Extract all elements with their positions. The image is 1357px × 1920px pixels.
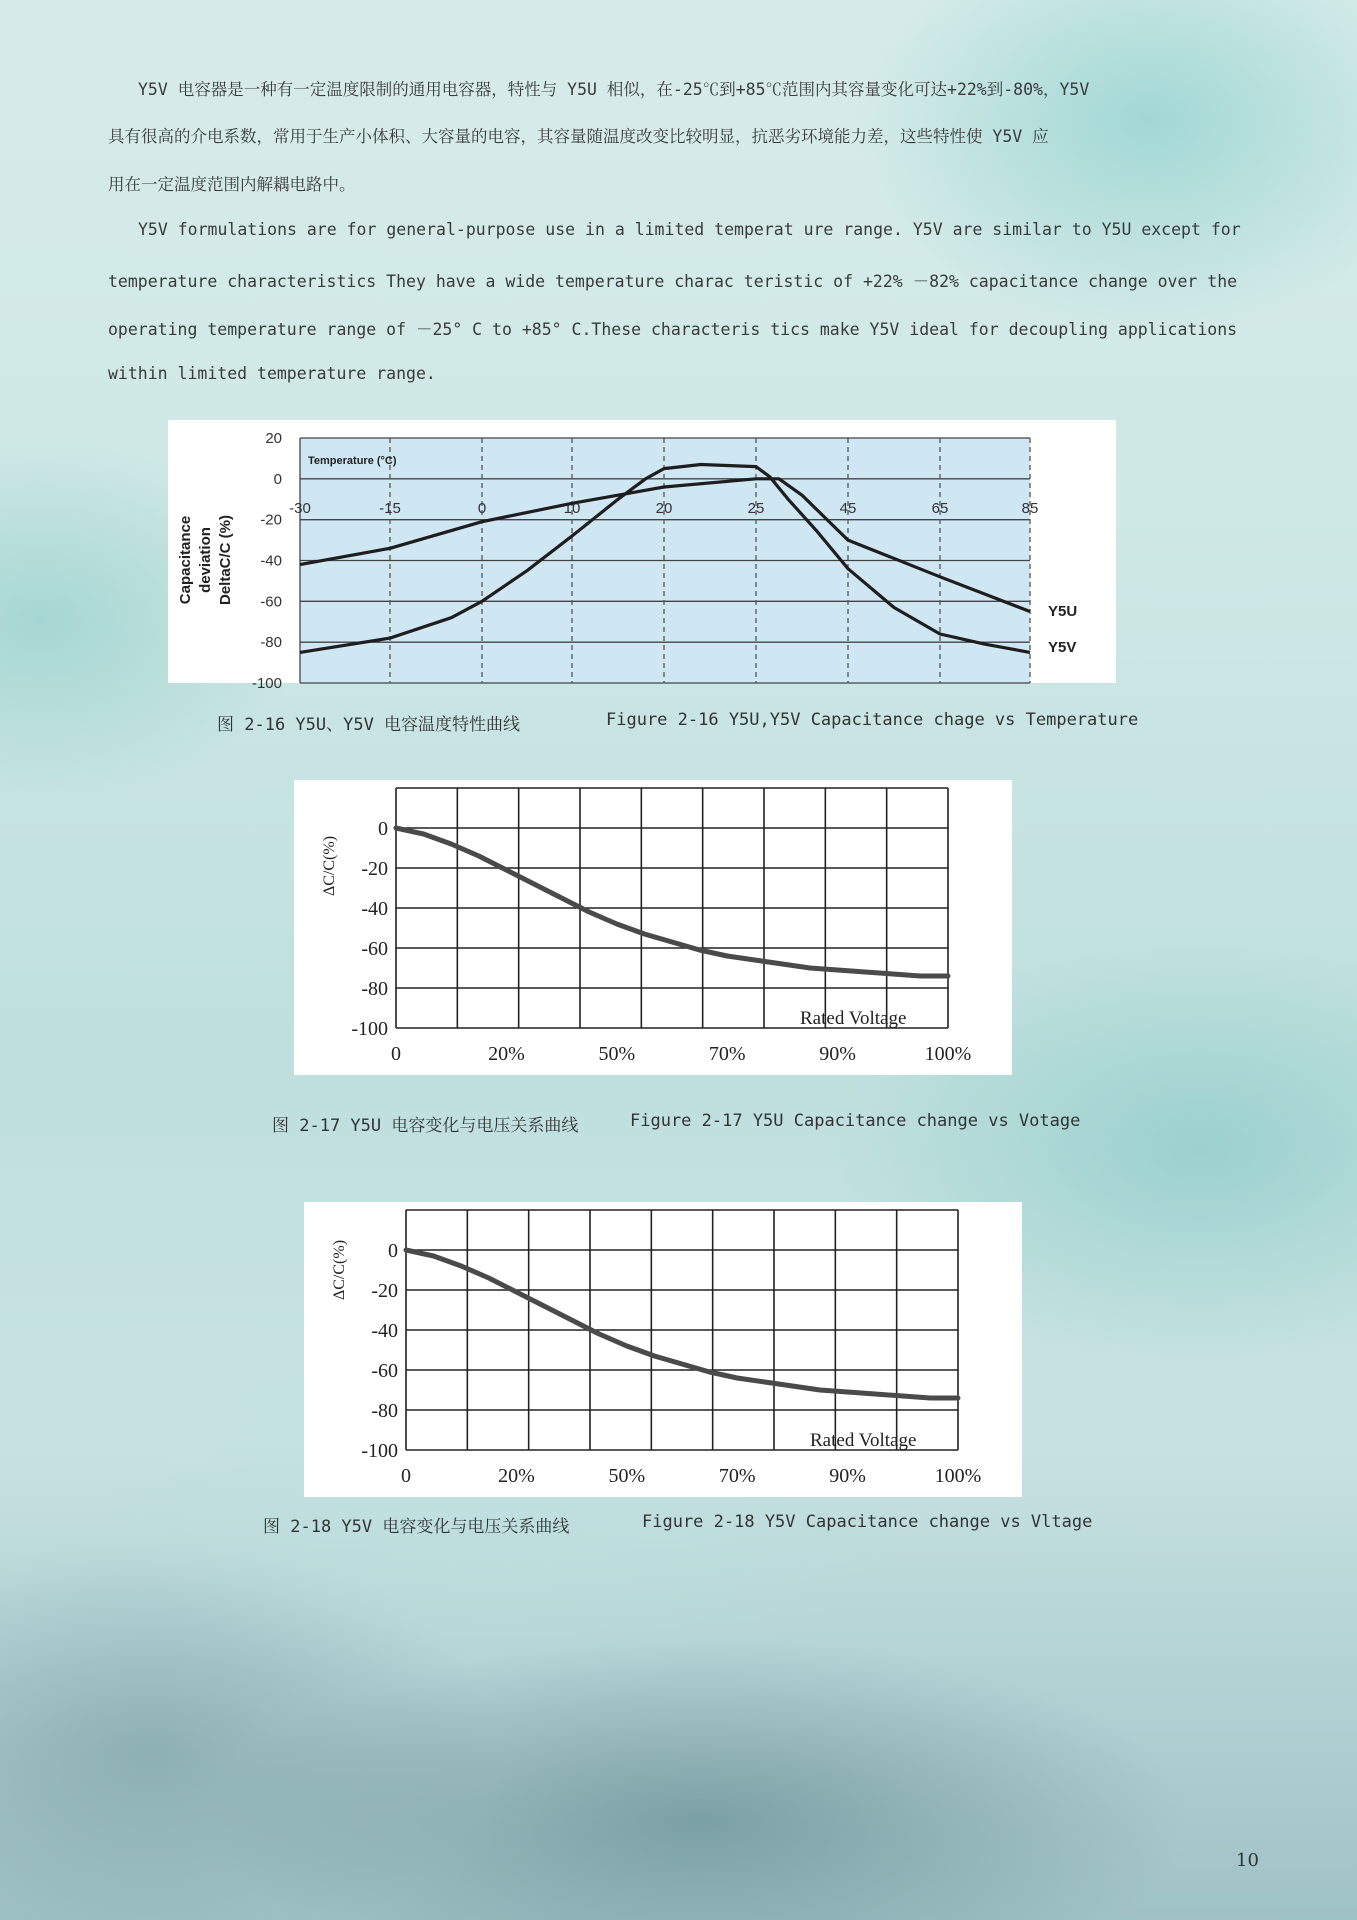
x-tick-label: 70% — [718, 1465, 756, 1487]
y-tick-label: -60 — [260, 593, 282, 611]
y-tick-label: -40 — [260, 552, 282, 570]
y-tick-label: 0 — [378, 818, 388, 840]
y-tick-label: -40 — [371, 1320, 398, 1342]
y-tick-label: -100 — [361, 1440, 398, 1462]
y-tick-label: -60 — [371, 1360, 398, 1382]
x-tick-label: 70% — [708, 1043, 746, 1065]
paragraph-en-line-1: Y5V formulations are for general-purpose use in a limited temperat ure range. Y5V are similar to Y5U except for — [138, 220, 1241, 239]
caption-fig-2-17-cn: 图 2-17 Y5U 电容变化与电压关系曲线 — [272, 1116, 579, 1136]
y-axis-label: ΔC/C(%) — [331, 1239, 348, 1301]
x-tick-label: 0 — [401, 1465, 411, 1487]
caption-fig-2-16-cn: 图 2-16 Y5U、Y5V 电容温度特性曲线 — [217, 715, 521, 735]
caption-fig-2-16-en: Figure 2-16 Y5U,Y5V Capacitance chage vs Temperature — [606, 710, 1139, 730]
temperature-annotation: Temperature (°C) — [308, 455, 397, 467]
y-axis-label-line-3: DeltaC/C (%) — [217, 514, 234, 606]
y-tick-label: -100 — [351, 1018, 388, 1040]
figure-2-16-temperature-chart — [168, 420, 1116, 692]
y-axis-label — [177, 515, 234, 605]
series-label-y5v: Y5V — [1048, 639, 1077, 656]
y-axis-label: ΔC/C(%) — [321, 835, 338, 897]
figure-2-17-y5u-voltage-chart — [294, 780, 1012, 1075]
y-tick-label: -80 — [260, 634, 282, 652]
caption-fig-2-18-cn: 图 2-18 Y5V 电容变化与电压关系曲线 — [263, 1517, 570, 1537]
y-tick-label: 0 — [388, 1240, 398, 1262]
figure-2-18-y5v-voltage-chart — [304, 1202, 1022, 1497]
y-tick-label: -80 — [371, 1400, 398, 1422]
x-tick-label: 20 — [655, 499, 673, 517]
x-tick-label: 45 — [839, 499, 857, 517]
x-tick-label: 90% — [819, 1043, 856, 1065]
caption-fig-2-17-en: Figure 2-17 Y5U Capacitance change vs Votage — [630, 1111, 1081, 1131]
x-tick-label: 20% — [498, 1465, 535, 1487]
x-tick-label: 10 — [563, 499, 581, 517]
y-axis-label-line-2: deviation — [197, 527, 214, 593]
chart-background — [294, 780, 1012, 1075]
chart-background — [304, 1202, 1022, 1497]
y-tick-label: -80 — [361, 978, 388, 1000]
rated-voltage-annotation: Rated Voltage — [800, 1008, 907, 1029]
y-tick-label: -20 — [260, 511, 282, 529]
paragraph-en-line-2: temperature characteristics They have a wide temperature charac teristic of +22% －82% capacitance change over the — [108, 272, 1238, 291]
series-label-y5u: Y5U — [1048, 603, 1078, 620]
y-tick-label: -20 — [371, 1280, 398, 1302]
paragraph-en-line-4: within limited temperature range. — [108, 364, 436, 383]
x-tick-label: 25 — [747, 499, 765, 517]
y-tick-label: -100 — [251, 675, 282, 692]
y-axis-label-line-1: Capacitance — [177, 515, 194, 605]
x-tick-label: 0 — [391, 1043, 401, 1065]
x-tick-label: 65 — [931, 499, 949, 517]
y-tick-label: -60 — [361, 938, 388, 960]
y-tick-label: -40 — [361, 898, 388, 920]
x-tick-label: -30 — [289, 499, 311, 517]
paragraph-cn-line-1: Y5V 电容器是一种有一定温度限制的通用电容器，特性与 Y5U 相似，在-25℃到+85℃范围内其容量变化可达+22%到-80%，Y5V — [138, 80, 1090, 99]
paragraph-en-line-3: operating temperature range of －25° C to +85° C.These characteris tics make Y5V ideal for decoupling applications — [108, 320, 1238, 339]
paragraph-cn-line-2: 具有很高的介电系数，常用于生产小体积、大容量的电容，其容量随温度改变比较明显，抗恶劣环境能力差，这些特性使 Y5V 应 — [108, 127, 1049, 146]
page-number: 10 — [1236, 1850, 1259, 1871]
x-tick-label: 90% — [829, 1465, 866, 1487]
x-tick-label: 0 — [477, 499, 487, 517]
rated-voltage-annotation: Rated Voltage — [810, 1430, 917, 1451]
x-tick-label: 100% — [924, 1043, 972, 1065]
y-tick-label: 20 — [265, 430, 282, 447]
x-tick-label: -15 — [379, 499, 401, 517]
x-tick-label: 100% — [934, 1465, 982, 1487]
x-tick-label: 20% — [488, 1043, 525, 1065]
y-tick-label: 0 — [273, 470, 282, 488]
caption-fig-2-18-en: Figure 2-18 Y5V Capacitance change vs Vltage — [642, 1512, 1093, 1532]
y-tick-label: -20 — [361, 858, 388, 880]
x-tick-label: 85 — [1021, 499, 1039, 517]
paragraph-cn-line-3: 用在一定温度范围内解耦电路中。 — [108, 175, 356, 194]
x-tick-label: 50% — [608, 1465, 646, 1487]
x-tick-label: 50% — [598, 1043, 636, 1065]
